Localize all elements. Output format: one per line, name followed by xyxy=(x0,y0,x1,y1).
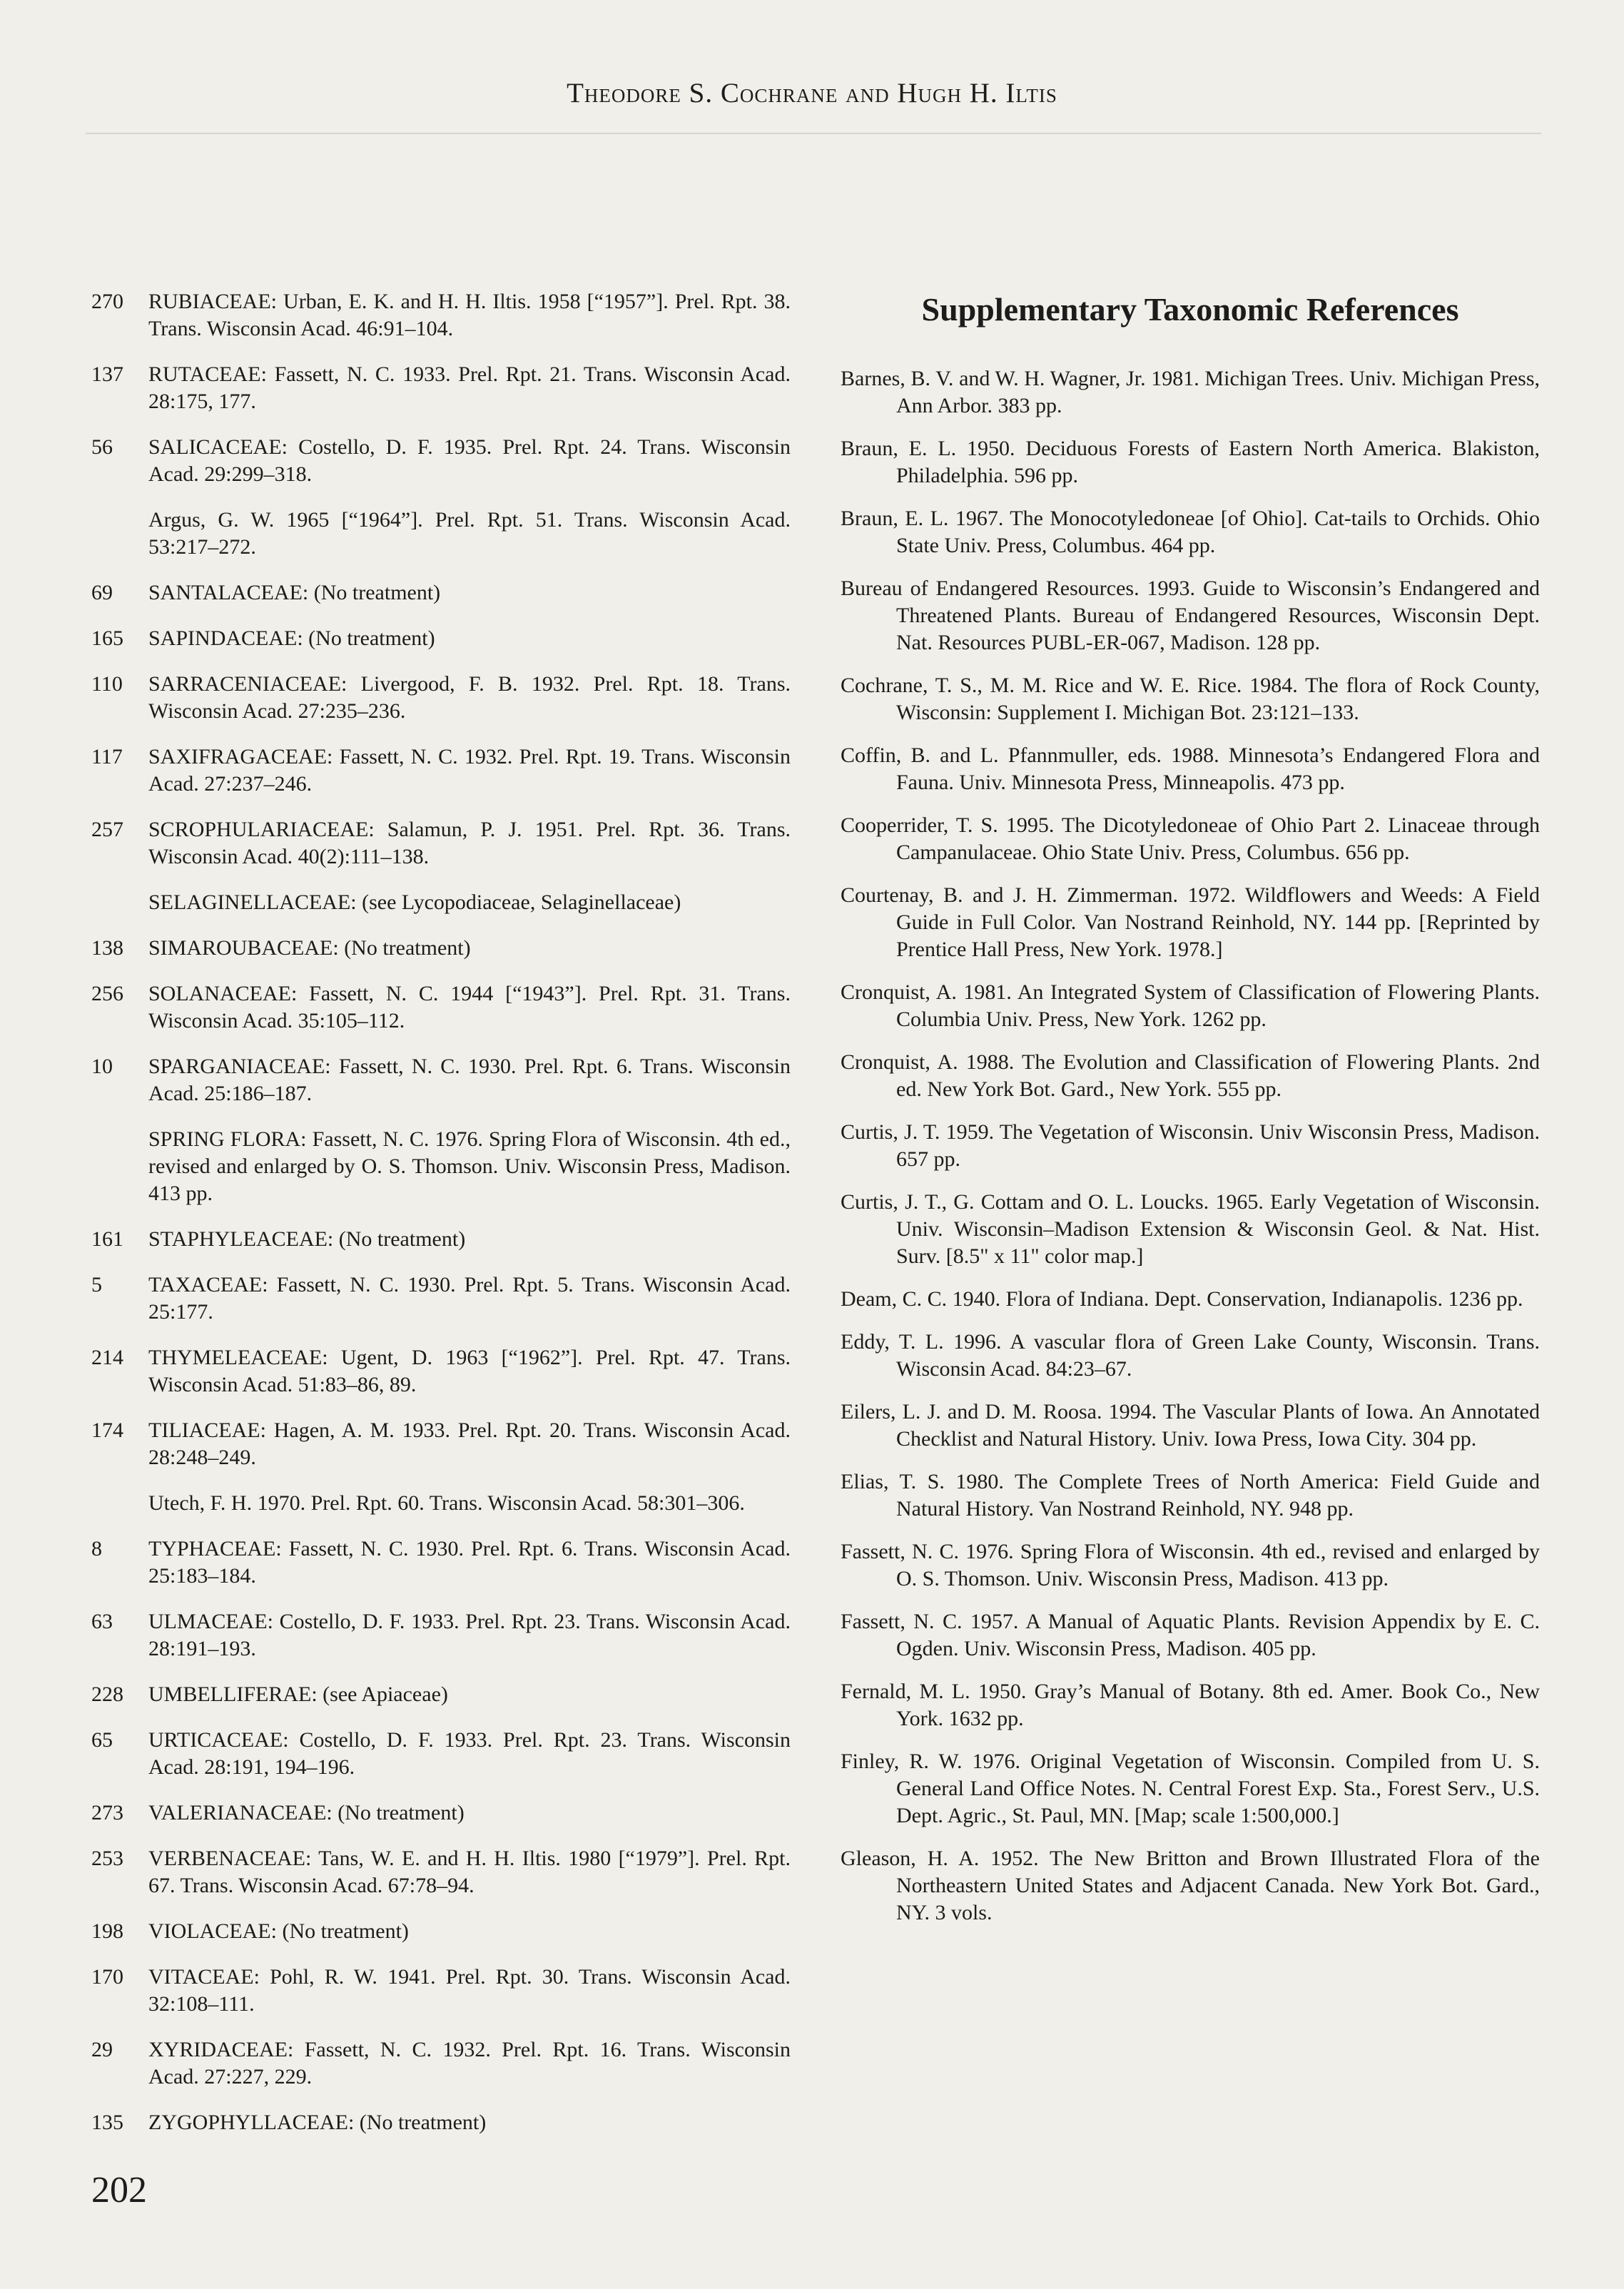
treatment-entry xyxy=(91,1964,791,2018)
entry-number: 174 xyxy=(91,1418,123,1442)
treatment-entry xyxy=(91,625,791,652)
reference-item: Eilers, L. J. and D. M. Roosa. 1994. The Vascular Plants of Iowa. An Annotated Checklist and Natural History. Univ. Iowa Press, Iowa City. 304 pp. xyxy=(841,1400,1540,1451)
treatment-entry xyxy=(91,1608,791,1663)
reference-item: Cooperrider, T. S. 1995. The Dicotyledoneae of Ohio Part 2. Linaceae through Campanulaceae. Ohio State Univ. Press, Columbus. 656 pp. xyxy=(841,813,1540,864)
treatment-entry xyxy=(91,816,791,871)
reference-item: Braun, E. L. 1950. Deciduous Forests of Eastern North America. Blakiston, Philadelphia. 596 pp. xyxy=(841,437,1540,487)
header-divider xyxy=(86,133,1541,134)
entry-number: 257 xyxy=(91,818,123,841)
running-header: Theodore S. Cochrane and Hugh H. Iltis xyxy=(567,78,1057,108)
entry-number: 161 xyxy=(91,1227,123,1251)
entry-text: VIOLACEAE: (No treatment) xyxy=(148,1919,409,1943)
entry-number: 110 xyxy=(91,672,123,696)
treatment-entry xyxy=(91,1727,791,1781)
reference-item: Cronquist, A. 1981. An Integrated System of Classification of Flowering Plants. Columbia Univ. Press, New York. 1262 pp. xyxy=(841,980,1540,1031)
treatment-entry xyxy=(91,1918,791,1945)
entry-number: 8 xyxy=(91,1537,102,1560)
entry-number: 165 xyxy=(91,626,123,650)
entry-text: RUTACEAE: Fassett, N. C. 1933. Prel. Rpt. 21. Trans. Wisconsin Acad. 28:175, 177. xyxy=(148,362,791,413)
entry-text: THYMELEACEAE: Ugent, D. 1963 [“1962”]. Prel. Rpt. 47. Trans. Wisconsin Acad. 51:83–86, 89. xyxy=(148,1346,791,1396)
entry-number: 198 xyxy=(91,1919,123,1943)
treatment-entry xyxy=(91,1417,791,1471)
reference-item: Gleason, H. A. 1952. The New Britton and Brown Illustrated Flora of the Northeastern United States and Adjacent Canada. New York Bot. Gard., NY. 3 vols. xyxy=(841,1847,1540,1924)
treatment-entry xyxy=(91,1053,791,1107)
entry-text: SCROPHULARIACEAE: Salamun, P. J. 1951. Prel. Rpt. 36. Trans. Wisconsin Acad. 40(2):111–138. xyxy=(148,818,791,868)
treatment-entry xyxy=(91,1226,791,1253)
entry-text: TILIACEAE: Hagen, A. M. 1933. Prel. Rpt. 20. Trans. Wisconsin Acad. 28:248–249. xyxy=(148,1418,791,1469)
reference-item: Braun, E. L. 1967. The Monocotyledoneae [of Ohio]. Cat-tails to Orchids. Ohio State Univ. Press, Columbus. 464 pp. xyxy=(841,507,1540,557)
entry-text: VALERIANACEAE: (No treatment) xyxy=(148,1801,465,1824)
treatment-entry xyxy=(91,1681,791,1708)
treatment-entry xyxy=(91,1272,791,1326)
entry-number: 170 xyxy=(91,1965,123,1989)
entry-number: 65 xyxy=(91,1728,113,1752)
reference-list xyxy=(841,365,1540,1927)
entry-number: 56 xyxy=(91,435,113,459)
entry-text: VERBENACEAE: Tans, W. E. and H. H. Iltis. 1980 [“1979”]. Prel. Rpt. 67. Trans. Wisconsin Acad. 67:78–94. xyxy=(148,1847,791,1897)
entry-number: 117 xyxy=(91,745,123,768)
treatment-entry xyxy=(91,2109,791,2136)
reference-item: Eddy, T. L. 1996. A vascular flora of Green Lake County, Wisconsin. Trans. Wisconsin Acad. 84:23–67. xyxy=(841,1330,1540,1381)
entry-text: SIMAROUBACEAE: (No treatment) xyxy=(148,936,471,960)
entry-text: Utech, F. H. 1970. Prel. Rpt. 60. Trans. Wisconsin Acad. 58:301–306. xyxy=(148,1491,745,1515)
treatment-entry xyxy=(91,1800,791,1827)
reference-item: Finley, R. W. 1976. Original Vegetation of Wisconsin. Compiled from U. S. General Land Office Notes. N. Central Forest Exp. Sta., Forest Serv., U.S. Dept. Agric., St. Paul, MN. [Map; scale 1:500,000.] xyxy=(841,1750,1540,1827)
entry-text: SARRACENIACEAE: Livergood, F. B. 1932. Prel. Rpt. 18. Trans. Wisconsin Acad. 27:235–236. xyxy=(148,672,791,723)
treatment-entry xyxy=(91,434,791,488)
treatment-entry xyxy=(91,579,791,606)
treatment-entry xyxy=(91,671,791,725)
supplementary-references-column xyxy=(841,288,1540,1942)
entry-number: 29 xyxy=(91,2038,113,2061)
entry-number: 135 xyxy=(91,2111,123,2134)
entry-number: 5 xyxy=(91,1273,102,1296)
entry-text: TAXACEAE: Fassett, N. C. 1930. Prel. Rpt. 5. Trans. Wisconsin Acad. 25:177. xyxy=(148,1273,791,1324)
entry-number: 228 xyxy=(91,1683,123,1706)
entry-text: VITACEAE: Pohl, R. W. 1941. Prel. Rpt. 30. Trans. Wisconsin Acad. 32:108–111. xyxy=(148,1965,791,2016)
treatment-entry xyxy=(91,361,791,415)
reference-item: Courtenay, B. and J. H. Zimmerman. 1972. Wildflowers and Weeds: A Field Guide in Full Color. Van Nostrand Reinhold, NY. 144 pp. [Reprinted by Prentice Hall Press, New York. 1978.] xyxy=(841,883,1540,961)
treatment-entry xyxy=(91,288,791,342)
treatment-entry xyxy=(91,2036,791,2091)
reference-item: Curtis, J. T., G. Cottam and O. L. Loucks. 1965. Early Vegetation of Wisconsin. Univ. Wisconsin–Madison Extension & Wisconsin Geol. & Nat. Hist. Surv. [8.5" x 11" color map.] xyxy=(841,1190,1540,1268)
reference-item: Deam, C. C. 1940. Flora of Indiana. Dept. Conservation, Indianapolis. 1236 pp. xyxy=(841,1287,1523,1311)
treatment-entry xyxy=(91,1845,791,1899)
entry-number: 253 xyxy=(91,1847,123,1870)
page-number: 202 xyxy=(91,2170,147,2211)
entry-text: SANTALACEAE: (No treatment) xyxy=(148,581,441,604)
treatment-entry xyxy=(91,743,791,798)
reference-item: Fernald, M. L. 1950. Gray’s Manual of Botany. 8th ed. Amer. Book Co., New York. 1632 pp. xyxy=(841,1680,1540,1730)
treatment-entry xyxy=(91,1344,791,1399)
entry-number: 137 xyxy=(91,362,123,386)
reference-item: Bureau of Endangered Resources. 1993. Guide to Wisconsin’s Endangered and Threatened Plants. Bureau of Endangered Resources, Wisconsin Dept. Nat. Resources PUBL-ER-067, Madison. 128 pp. xyxy=(841,577,1540,654)
family-treatment-list xyxy=(91,288,791,2155)
entry-number: 69 xyxy=(91,581,113,604)
entry-text: RUBIACEAE: Urban, E. K. and H. H. Iltis. 1958 [“1957”]. Prel. Rpt. 38. Trans. Wisconsin Acad. 46:91–104. xyxy=(148,290,791,340)
reference-item: Elias, T. S. 1980. The Complete Trees of North America: Field Guide and Natural History. Van Nostrand Reinhold, NY. 948 pp. xyxy=(841,1470,1540,1521)
reference-item: Fassett, N. C. 1976. Spring Flora of Wisconsin. 4th ed., revised and enlarged by O. S. Thomson. Univ. Wisconsin Press, Madison. 413 pp. xyxy=(841,1540,1540,1590)
treatment-entry xyxy=(91,507,791,561)
section-title: Supplementary Taxonomic References xyxy=(921,291,1459,328)
entry-number: 273 xyxy=(91,1801,123,1824)
entry-text: XYRIDACEAE: Fassett, N. C. 1932. Prel. Rpt. 16. Trans. Wisconsin Acad. 27:227, 229. xyxy=(148,2038,791,2088)
entry-number: 138 xyxy=(91,936,123,960)
entry-text: SAPINDACEAE: (No treatment) xyxy=(148,626,435,650)
entry-text: SPARGANIACEAE: Fassett, N. C. 1930. Prel. Rpt. 6. Trans. Wisconsin Acad. 25:186–187. xyxy=(148,1055,791,1105)
reference-item: Curtis, J. T. 1959. The Vegetation of Wisconsin. Univ Wisconsin Press, Madison. 657 pp. xyxy=(841,1120,1540,1171)
entry-text: STAPHYLEACEAE: (No treatment) xyxy=(148,1227,466,1251)
entry-text: URTICACEAE: Costello, D. F. 1933. Prel. Rpt. 23. Trans. Wisconsin Acad. 28:191, 194–196. xyxy=(148,1728,791,1779)
treatment-entry xyxy=(91,889,791,916)
entry-text: SPRING FLORA: Fassett, N. C. 1976. Spring Flora of Wisconsin. 4th ed., revised and enlarged by O. S. Thomson. Univ. Wisconsin Press, Madison. 413 pp. xyxy=(148,1127,791,1205)
entry-text: TYPHACEAE: Fassett, N. C. 1930. Prel. Rpt. 6. Trans. Wisconsin Acad. 25:183–184. xyxy=(148,1537,791,1588)
entry-text: SELAGINELLACEAE: (see Lycopodiaceae, Selaginellaceae) xyxy=(148,890,681,914)
reference-item: Cochrane, T. S., M. M. Rice and W. E. Rice. 1984. The flora of Rock County, Wisconsin: Supplement I. Michigan Bot. 23:121–133. xyxy=(841,674,1540,724)
entry-text: SOLANACEAE: Fassett, N. C. 1944 [“1943”]. Prel. Rpt. 31. Trans. Wisconsin Acad. 35:105–112. xyxy=(148,982,791,1032)
treatment-entry xyxy=(91,1490,791,1517)
reference-item: Coffin, B. and L. Pfannmuller, eds. 1988. Minnesota’s Endangered Flora and Fauna. Univ. Minnesota Press, Minneapolis. 473 pp. xyxy=(841,743,1540,794)
treatment-entry xyxy=(91,935,791,962)
reference-item: Barnes, B. V. and W. H. Wagner, Jr. 1981. Michigan Trees. Univ. Michigan Press, Ann Arbor. 383 pp. xyxy=(841,367,1540,417)
treatment-entry xyxy=(91,1536,791,1590)
entry-number: 256 xyxy=(91,982,123,1005)
entry-text: ZYGOPHYLLACEAE: (No treatment) xyxy=(148,2111,487,2134)
entry-text: SAXIFRAGACEAE: Fassett, N. C. 1932. Prel. Rpt. 19. Trans. Wisconsin Acad. 27:237–246. xyxy=(148,745,791,796)
entry-number: 214 xyxy=(91,1346,123,1369)
treatment-entry xyxy=(91,1126,791,1207)
entry-number: 63 xyxy=(91,1610,113,1633)
entry-text: SALICACEAE: Costello, D. F. 1935. Prel. Rpt. 24. Trans. Wisconsin Acad. 29:299–318. xyxy=(148,435,791,486)
entry-text: ULMACEAE: Costello, D. F. 1933. Prel. Rpt. 23. Trans. Wisconsin Acad. 28:191–193. xyxy=(148,1610,791,1660)
entry-text: UMBELLIFERAE: (see Apiaceae) xyxy=(148,1683,448,1706)
entry-text: Argus, G. W. 1965 [“1964”]. Prel. Rpt. 51. Trans. Wisconsin Acad. 53:217–272. xyxy=(148,508,791,559)
entry-number: 270 xyxy=(91,290,123,313)
entry-number: 10 xyxy=(91,1055,113,1078)
reference-item: Fassett, N. C. 1957. A Manual of Aquatic Plants. Revision Appendix by E. C. Ogden. Univ. Wisconsin Press, Madison. 405 pp. xyxy=(841,1610,1540,1660)
treatment-entry xyxy=(91,980,791,1035)
reference-item: Cronquist, A. 1988. The Evolution and Classification of Flowering Plants. 2nd ed. New York Bot. Gard., New York. 555 pp. xyxy=(841,1050,1540,1101)
